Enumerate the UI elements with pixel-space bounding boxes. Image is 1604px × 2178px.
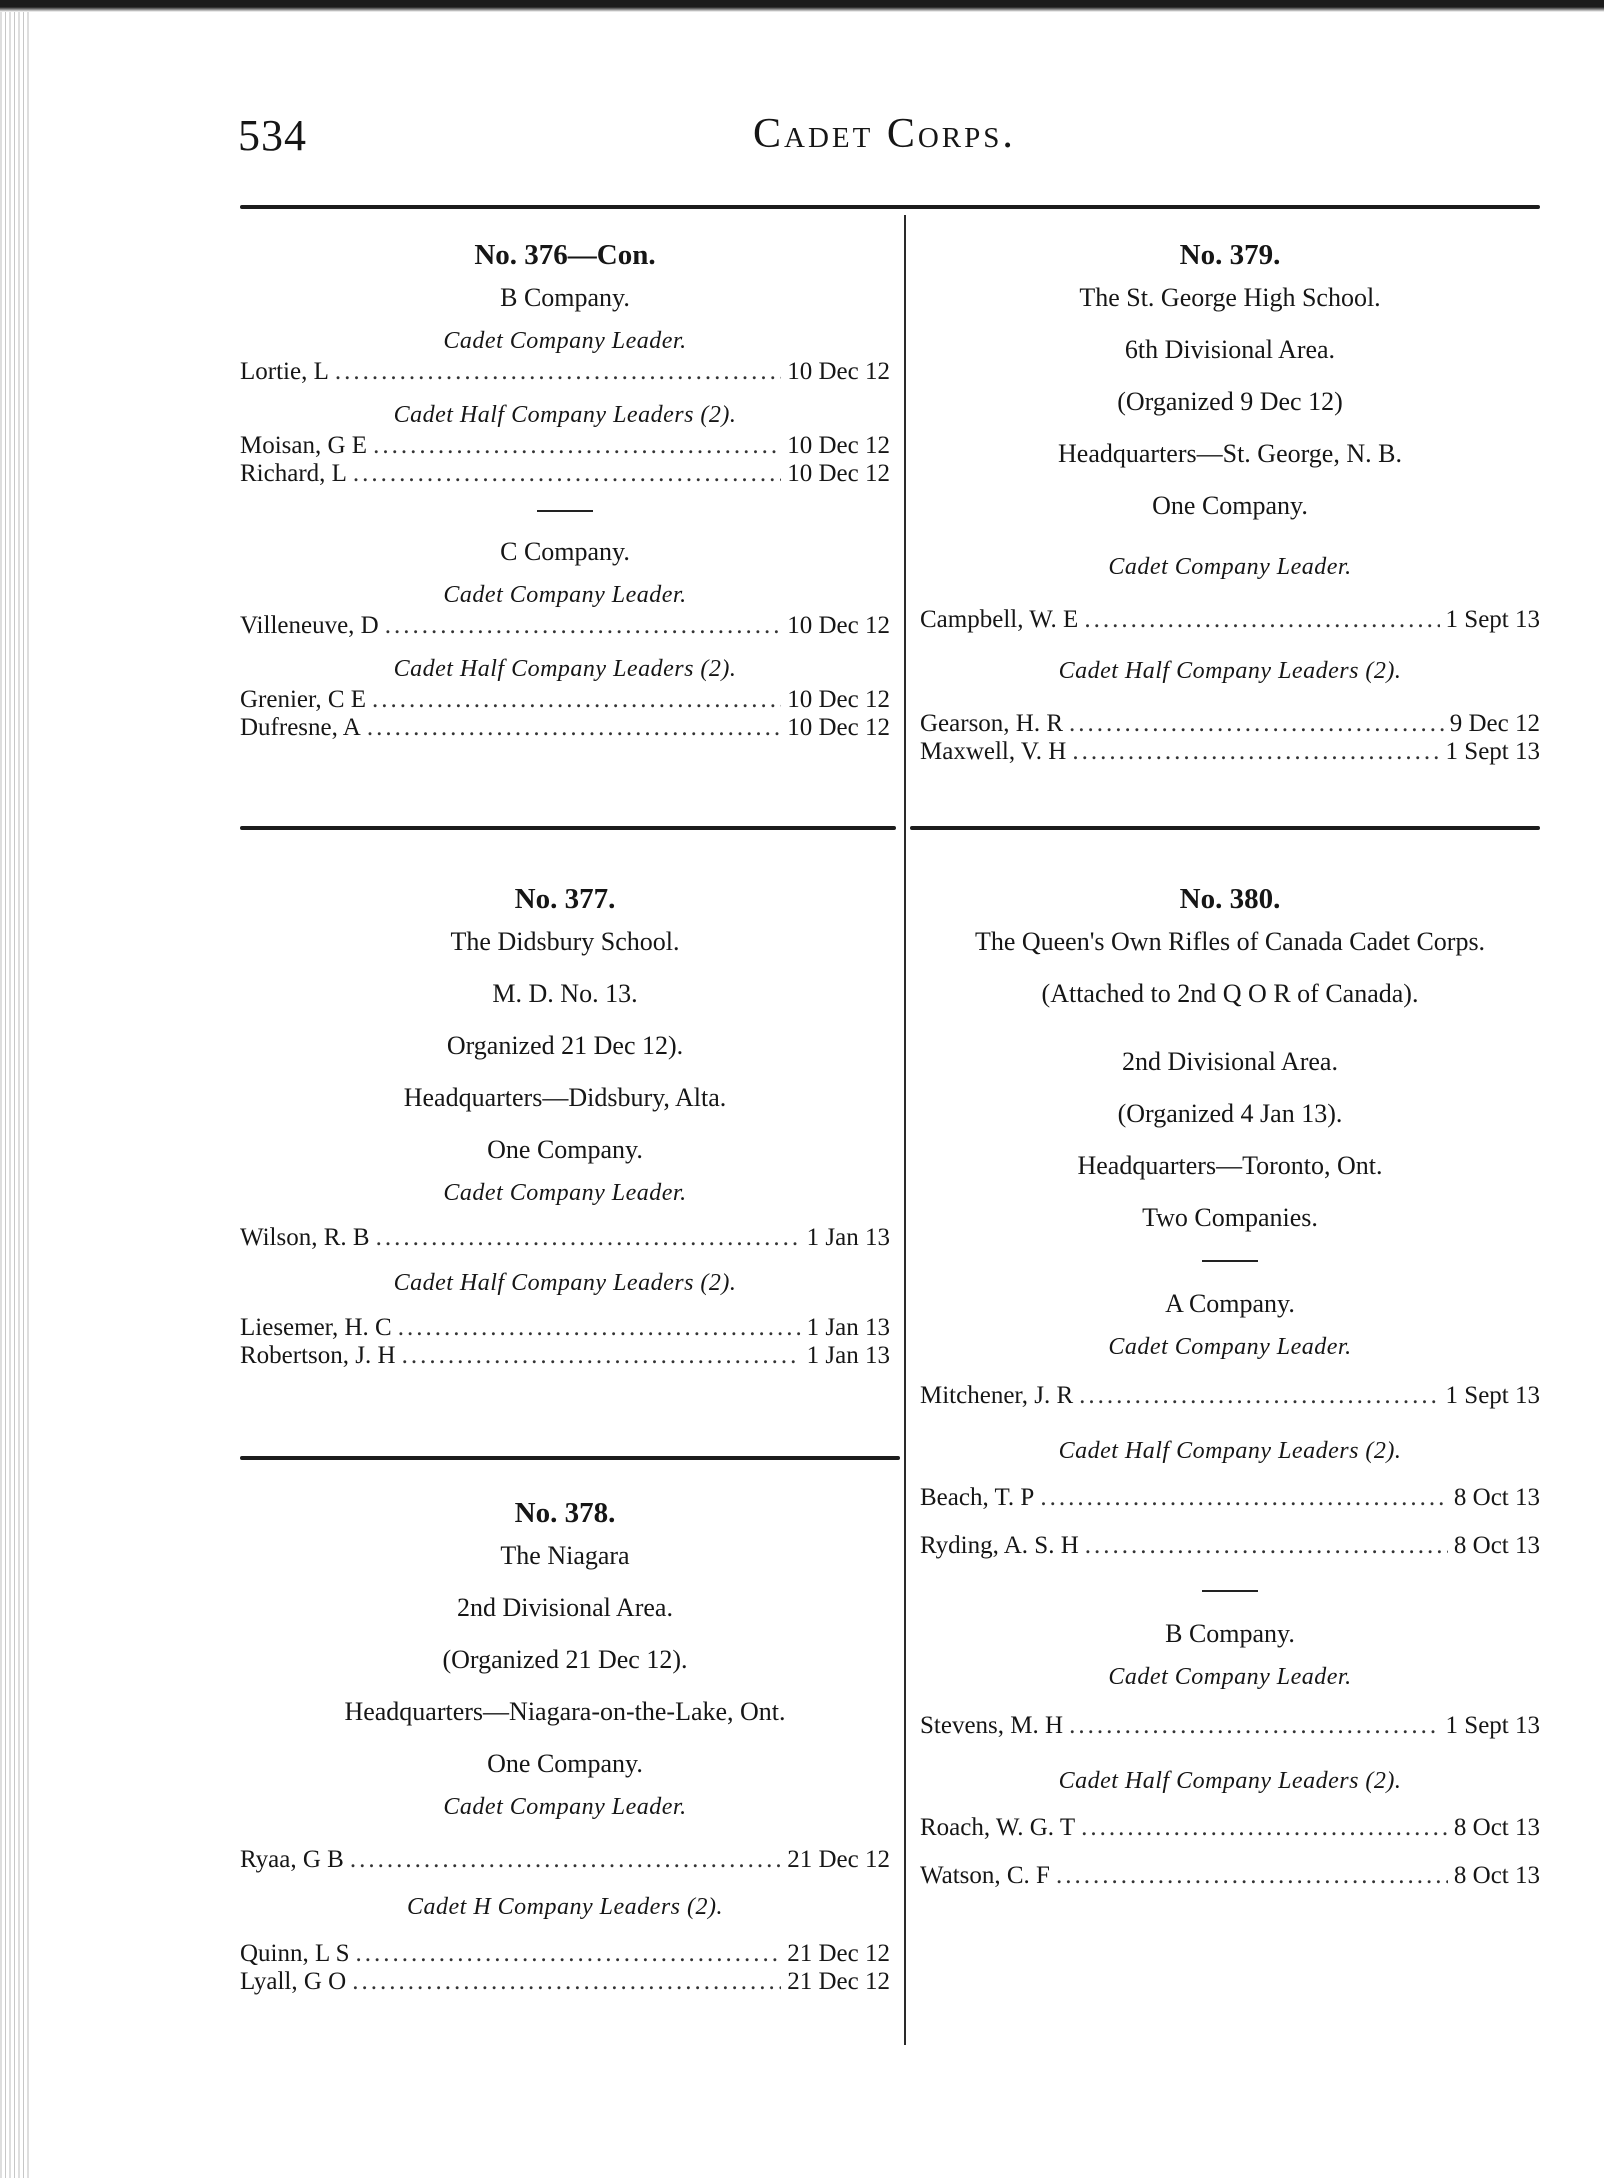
- roster-row: [920, 738, 1540, 766]
- appointment-date: 1 Sept 13: [1445, 1712, 1540, 1739]
- cadet-name: Moisan, G E: [240, 432, 368, 459]
- entry-divider: [240, 826, 896, 830]
- entry-line: Headquarters—Niagara-on-the-Lake, Ont.: [344, 1697, 786, 1726]
- entry-divider: [910, 826, 1540, 830]
- leader-heading: Cadet Company Leader.: [443, 1794, 687, 1820]
- entry-title: No. 380.: [1179, 883, 1281, 915]
- appointment-date: 10 Dec 12: [787, 358, 890, 385]
- corps-entry-378: [240, 1496, 890, 1996]
- entry-title: No. 376—Con.: [474, 239, 656, 271]
- page-gutter-shadow: [0, 0, 30, 2178]
- section-rule: [1202, 1590, 1258, 1592]
- roster-row: [240, 1846, 890, 1874]
- appointment-date: 10 Dec 12: [787, 612, 890, 639]
- roster-row: [240, 686, 890, 714]
- appointment-date: 1 Sept 13: [1445, 606, 1540, 633]
- section-rule: [1202, 1260, 1258, 1262]
- roster-row: [240, 1968, 890, 1996]
- entry-line: Organized 21 Dec 12).: [446, 1031, 684, 1060]
- page-header: [238, 110, 1518, 170]
- leader-dots: [398, 1314, 801, 1342]
- entry-line: (Organized 21 Dec 12).: [442, 1645, 688, 1674]
- entry-line: One Company.: [487, 1749, 643, 1778]
- company-name: A Company.: [1165, 1289, 1295, 1318]
- leader-dots: [335, 358, 781, 386]
- roster-row: [920, 710, 1540, 738]
- cadet-name: Ryaa, G B: [240, 1846, 344, 1873]
- entry-line: The Niagara: [500, 1541, 630, 1570]
- leader-dots: [1079, 1382, 1439, 1410]
- roster-row: [240, 1314, 890, 1342]
- entry-line: (Organized 9 Dec 12): [1117, 387, 1343, 416]
- appointment-date: 1 Jan 13: [806, 1224, 890, 1251]
- entry-line: (Attached to 2nd Q O R of Canada).: [1041, 979, 1419, 1008]
- appointment-date: 21 Dec 12: [787, 1968, 890, 1995]
- entry-divider: [240, 1456, 900, 1460]
- half-leader-heading: Cadet Half Company Leaders (2).: [393, 1270, 737, 1296]
- entry-title: No. 377.: [514, 883, 616, 915]
- leader-dots: [350, 1846, 781, 1874]
- entry-line: Headquarters—Toronto, Ont.: [1077, 1151, 1383, 1180]
- roster-row: [920, 1814, 1540, 1842]
- leader-dots: [372, 686, 781, 714]
- cadet-name: Mitchener, J. R: [920, 1382, 1074, 1409]
- entry-line: One Company.: [1152, 491, 1308, 520]
- cadet-name: Robertson, J. H: [240, 1342, 396, 1369]
- cadet-name: Lortie, L: [240, 358, 329, 385]
- company-name: C Company.: [500, 537, 630, 566]
- appointment-date: 8 Oct 13: [1453, 1532, 1540, 1559]
- appointment-date: 1 Jan 13: [806, 1314, 890, 1341]
- cadet-name: Stevens, M. H: [920, 1712, 1064, 1739]
- cadet-name: Gearson, H. R: [920, 710, 1064, 737]
- appointment-date: 1 Jan 13: [806, 1342, 890, 1369]
- leader-heading: Cadet Company Leader.: [1108, 1334, 1352, 1360]
- appointment-date: 8 Oct 13: [1453, 1814, 1540, 1841]
- leader-dots: [373, 432, 781, 460]
- company-name: B Company.: [500, 283, 630, 312]
- page-top-edge: [0, 0, 1604, 12]
- appointment-date: 10 Dec 12: [787, 432, 890, 459]
- header-rule: [240, 205, 1540, 209]
- cadet-name: Richard, L: [240, 460, 347, 487]
- corps-entry-376: [240, 238, 890, 742]
- cadet-name: Liesemer, H. C: [240, 1314, 392, 1341]
- leader-dots: [367, 714, 781, 742]
- entry-line: The St. George High School.: [1079, 283, 1381, 312]
- leader-dots: [376, 1224, 801, 1252]
- cadet-name: Ryding, A. S. H: [920, 1532, 1079, 1559]
- entry-line: (Organized 4 Jan 13).: [1117, 1099, 1343, 1128]
- appointment-date: 1 Sept 13: [1445, 738, 1540, 765]
- leader-heading: Cadet Company Leader.: [443, 1180, 687, 1206]
- appointment-date: 10 Dec 12: [787, 460, 890, 487]
- cadet-name: Grenier, C E: [240, 686, 367, 713]
- half-leader-heading: Cadet Half Company Leaders (2).: [1058, 1438, 1402, 1464]
- appointment-date: 10 Dec 12: [787, 714, 890, 741]
- leader-heading: Cadet Company Leader.: [443, 582, 687, 608]
- roster-row: [920, 1532, 1540, 1560]
- section-rule: [537, 510, 593, 512]
- leader-dots: [1040, 1484, 1448, 1512]
- corps-entry-377: [240, 882, 890, 1370]
- leader-dots: [1084, 606, 1439, 634]
- cadet-name: Dufresne, A: [240, 714, 361, 741]
- leader-heading: Cadet Company Leader.: [1108, 554, 1352, 580]
- cadet-name: Campbell, W. E: [920, 606, 1079, 633]
- entry-title: No. 379.: [1179, 239, 1281, 271]
- corps-entry-379: [920, 238, 1540, 766]
- leader-heading: Cadet Company Leader.: [1108, 1664, 1352, 1690]
- entry-line: Headquarters—Didsbury, Alta.: [403, 1083, 727, 1112]
- leader-dots: [1085, 1532, 1448, 1560]
- column-rule: [904, 215, 906, 2045]
- appointment-date: 8 Oct 13: [1453, 1484, 1540, 1511]
- appointment-date: 1 Sept 13: [1445, 1382, 1540, 1409]
- cadet-name: Watson, C. F: [920, 1862, 1050, 1889]
- entry-line: M. D. No. 13.: [492, 979, 638, 1008]
- roster-row: [920, 1382, 1540, 1410]
- roster-row: [240, 714, 890, 742]
- cadet-name: Roach, W. G. T: [920, 1814, 1076, 1841]
- leader-dots: [385, 612, 782, 640]
- entry-line: The Queen's Own Rifles of Canada Cadet Corps.: [974, 927, 1486, 956]
- roster-row: [240, 612, 890, 640]
- entry-line: 6th Divisional Area.: [1124, 335, 1336, 364]
- entry-line: The Didsbury School.: [450, 927, 680, 956]
- appointment-date: 9 Dec 12: [1449, 710, 1540, 737]
- leader-dots: [352, 1968, 781, 1996]
- cadet-name: Maxwell, V. H: [920, 738, 1067, 765]
- appointment-date: 8 Oct 13: [1453, 1862, 1540, 1889]
- leader-dots: [402, 1342, 801, 1370]
- cadet-name: Wilson, R. B: [240, 1224, 370, 1251]
- roster-row: [240, 1940, 890, 1968]
- roster-row: [240, 1342, 890, 1370]
- entry-line: Two Companies.: [1142, 1203, 1318, 1232]
- appointment-date: 10 Dec 12: [787, 686, 890, 713]
- roster-row: [240, 432, 890, 460]
- half-leader-heading: Cadet Half Company Leaders (2).: [1058, 658, 1402, 684]
- entry-title: No. 378.: [514, 1497, 616, 1529]
- cadet-name: Quinn, L S: [240, 1940, 350, 1967]
- appointment-date: 21 Dec 12: [787, 1846, 890, 1873]
- roster-row: [240, 460, 890, 488]
- company-name: B Company.: [1165, 1619, 1295, 1648]
- entry-line: 2nd Divisional Area.: [457, 1593, 673, 1622]
- roster-row: [240, 1224, 890, 1252]
- cadet-name: Villeneuve, D: [240, 612, 379, 639]
- spacer: [920, 1020, 1540, 1036]
- entry-line: 2nd Divisional Area.: [1122, 1047, 1338, 1076]
- leader-heading: Cadet Company Leader.: [443, 328, 687, 354]
- roster-row: [920, 1484, 1540, 1512]
- half-leader-heading: Cadet Half Company Leaders (2).: [393, 402, 737, 428]
- running-head: Cadet Corps.: [753, 111, 1016, 157]
- roster-row: [240, 358, 890, 386]
- leader-dots: [1072, 738, 1439, 766]
- leader-dots: [353, 460, 781, 488]
- entry-line: One Company.: [487, 1135, 643, 1164]
- entry-line: Headquarters—St. George, N. B.: [1058, 439, 1402, 468]
- roster-row: [920, 1862, 1540, 1890]
- leader-dots: [1069, 1712, 1439, 1740]
- leader-dots: [1056, 1862, 1448, 1890]
- roster-row: [920, 606, 1540, 634]
- page-number: 534: [238, 111, 307, 160]
- leader-dots: [1069, 710, 1444, 738]
- cadet-name: Lyall, G O: [240, 1968, 347, 1995]
- corps-entry-380: [920, 882, 1540, 1890]
- leader-dots: [356, 1940, 782, 1968]
- cadet-name: Beach, T. P: [920, 1484, 1035, 1511]
- roster-row: [920, 1712, 1540, 1740]
- leader-dots: [1081, 1814, 1448, 1842]
- half-leader-heading: Cadet Half Company Leaders (2).: [393, 656, 737, 682]
- half-leader-heading: Cadet H Company Leaders (2).: [407, 1894, 723, 1920]
- half-leader-heading: Cadet Half Company Leaders (2).: [1058, 1768, 1402, 1794]
- appointment-date: 21 Dec 12: [787, 1940, 890, 1967]
